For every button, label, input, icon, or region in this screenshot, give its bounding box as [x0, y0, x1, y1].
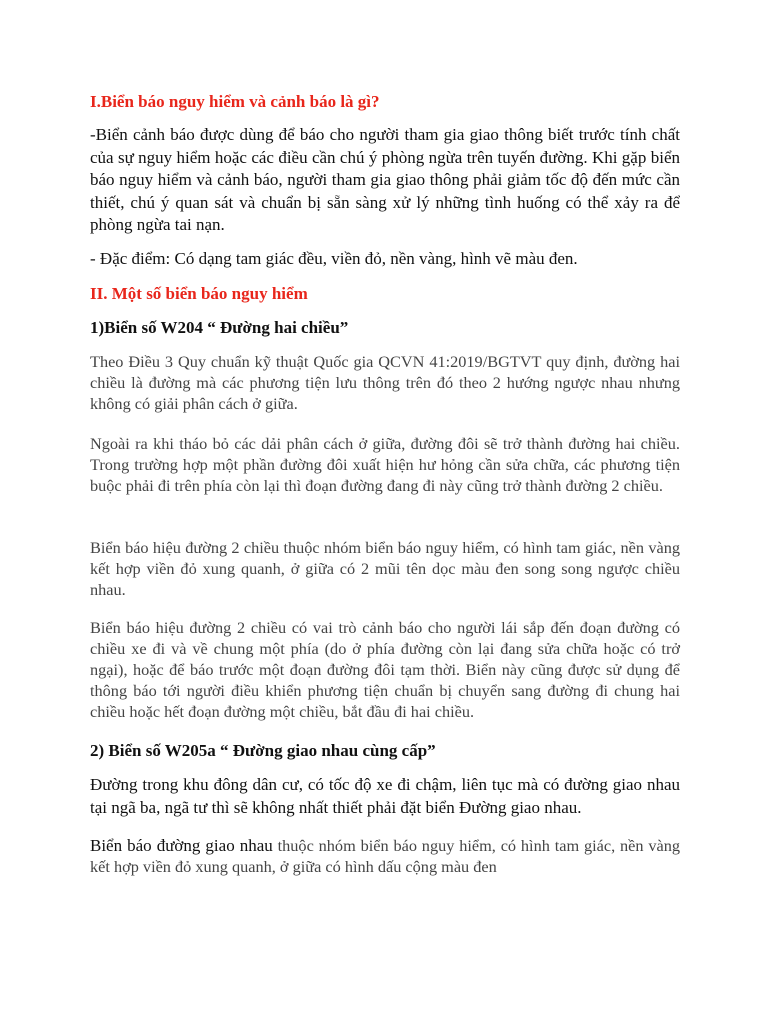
subheading-w205a: 2) Biển số W205a “ Đường giao nhau cùng cấp” [90, 741, 436, 760]
paragraph-w204-regulation: Theo Điều 3 Quy chuẩn kỹ thuật Quốc gia QCVN 41:2019/BGTVT quy định, đường hai chiều là đường mà các phương tiện lưu thông trên đó theo 2 hướng ngược nhau nhưng không có giải phân cách ở giữa. [90, 352, 680, 413]
heading-some-danger-signs: II. Một số biển báo nguy hiểm [90, 284, 308, 303]
paragraph-w205a-lead: Biển báo đường giao nhau [90, 836, 273, 855]
paragraph-w205a-rest: thuộc nhóm biển báo nguy hiểm, có hình tam giác, nền vàng kết hợp viền đỏ xung quanh, ở giữa có hình dấu cộng màu đen [90, 836, 680, 876]
paragraph-w204-sign-description: Biển báo hiệu đường 2 chiều thuộc nhóm biển báo nguy hiểm, có hình tam giác, nền vàng kết hợp viền đỏ xung quanh, ở giữa có 2 mũi tên dọc màu đen song song ngược chiều nhau. [90, 538, 680, 599]
paragraph-w204-divider-removal: Ngoài ra khi tháo bỏ các dải phân cách ở giữa, đường đôi sẽ trở thành đường hai chiều. Trong trường hợp một phần đường đôi xuất hiện hư hỏng cần sửa chữa, các phương tiện buộc phải đi trên phía còn lại thì đoạn đường đang đi này cũng trở thành đường 2 chiều. [90, 434, 680, 495]
subheading-w204: 1)Biển số W204 “ Đường hai chiều” [90, 318, 349, 337]
heading-what-are-warning-signs: I.Biển báo nguy hiểm và cảnh báo là gì? [90, 92, 380, 111]
paragraph-w205a-residential: Đường trong khu đông dân cư, có tốc độ xe đi chậm, liên tục mà có đường giao nhau tại ngã ba, ngã tư thì sẽ không nhất thiết phải đặt biển Đường giao nhau. [90, 775, 680, 817]
paragraph-characteristics: - Đặc điểm: Có dạng tam giác đều, viền đỏ, nền vàng, hình vẽ màu đen. [90, 249, 578, 268]
paragraph-w205a-sign-description [90, 835, 680, 877]
paragraph-w204-sign-role: Biển báo hiệu đường 2 chiều có vai trò cảnh báo cho người lái sắp đến đoạn đường có chiều xe đi và về chung một phía (do ở phía đường còn lại đang sửa chữa hoặc có trở ngại), hoặc để báo trước một đoạn đường đôi tạm thời. Biển này cũng được sử dụng để thông báo tới người điều khiển phương tiện chuẩn bị chuyển sang đường đi chung hai chiều hoặc hết đoạn đường một chiều, bắt đầu đi hai chiều. [90, 618, 680, 721]
paragraph-warning-sign-definition: -Biển cảnh báo được dùng để báo cho người tham gia giao thông biết trước tính chất của sự nguy hiểm hoặc các điều cần chú ý phòng ngừa trên tuyến đường. Khi gặp biển báo nguy hiểm và cảnh báo, người tham gia giao thông phải giảm tốc độ đến mức cần thiết, chú ý quan sát và chuẩn bị sẵn sàng xử lý những tình huống có thể xảy ra để phòng ngừa tai nạn. [90, 125, 680, 234]
